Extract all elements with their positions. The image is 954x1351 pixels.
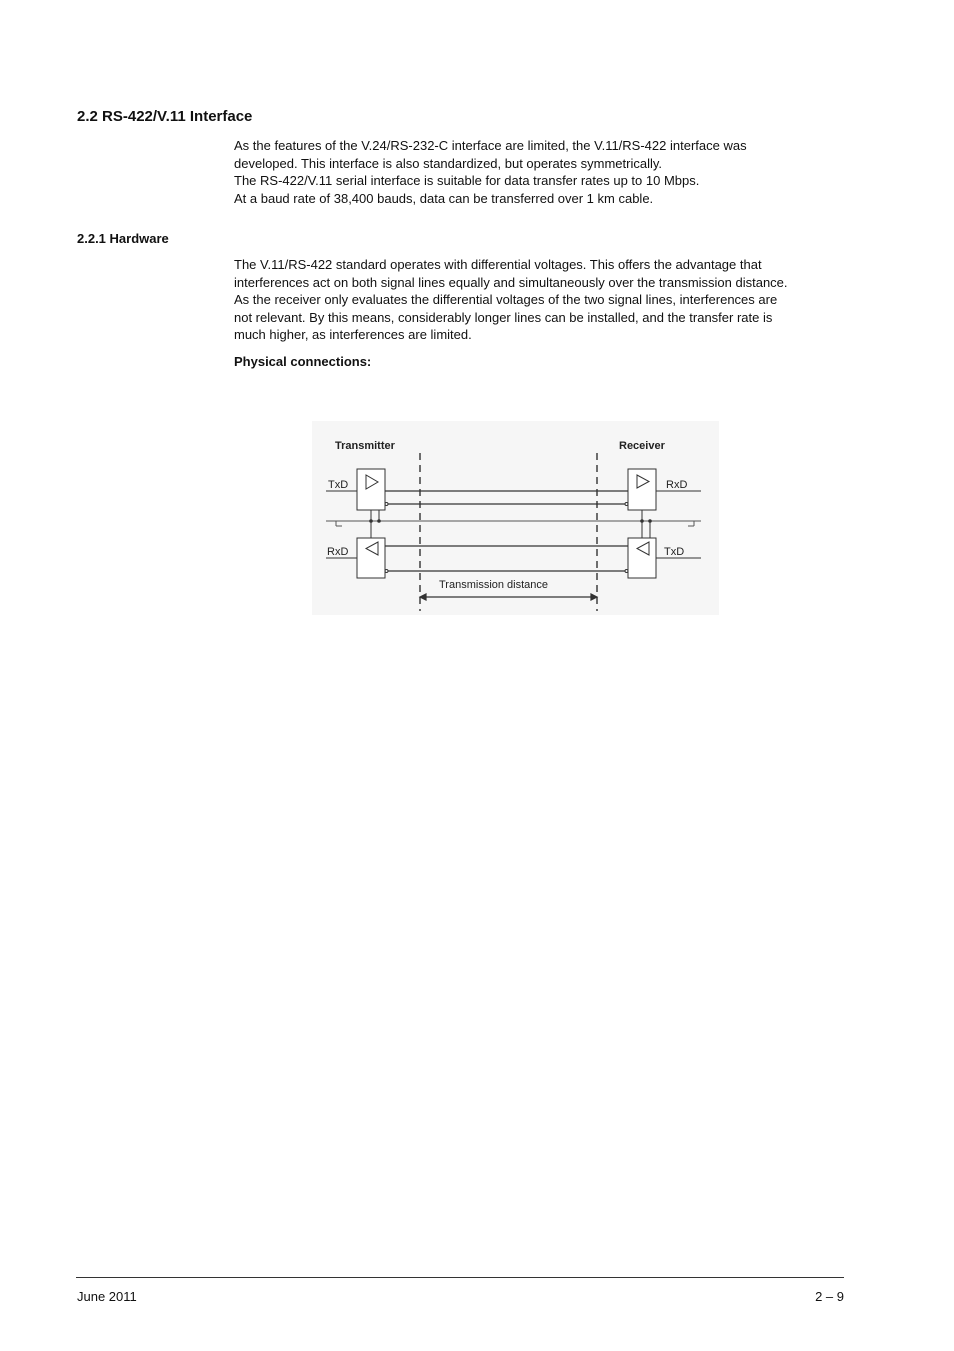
footer-date: June 2011 bbox=[77, 1289, 137, 1304]
intro-line: developed. This interface is also standardized, but operates symmetrically. bbox=[234, 155, 663, 171]
section-heading: 2.2 RS-422/V.11 Interface bbox=[77, 108, 253, 125]
diagram-svg bbox=[312, 421, 719, 615]
rx-driver-box bbox=[628, 538, 656, 578]
hardware-line: interferences act on both signal lines equally and simultaneously over the transmission distance. bbox=[234, 274, 788, 290]
receiver-label: Receiver bbox=[619, 440, 665, 452]
distance-label: Transmission distance bbox=[439, 579, 549, 591]
rx-rxd-label: RxD bbox=[666, 479, 688, 491]
rx-txd-label: TxD bbox=[664, 546, 685, 558]
hardware-line: not relevant. By this means, considerably longer lines can be installed, and the transfer rate is bbox=[234, 309, 773, 325]
rs422-connection-diagram bbox=[312, 421, 719, 615]
intro-line: The RS-422/V.11 serial interface is suitable for data transfer rates up to 10 Mbps. bbox=[234, 173, 700, 189]
intro-line: At a baud rate of 38,400 bauds, data can be transferred over 1 km cable. bbox=[234, 190, 654, 206]
tx-rxd-label: RxD bbox=[327, 546, 349, 558]
hardware-paragraph bbox=[234, 256, 844, 344]
footer-page-number: 2 – 9 bbox=[815, 1289, 844, 1304]
tx-driver-box bbox=[357, 469, 385, 510]
hardware-line: The V.11/RS-422 standard operates with differential voltages. This offers the advantage that bbox=[234, 257, 762, 272]
transmitter-label: Transmitter bbox=[335, 440, 395, 452]
tx-receiver-box bbox=[357, 538, 385, 578]
footer-divider bbox=[76, 1277, 844, 1278]
intro-line: As the features of the V.24/RS-232-C interface are limited, the V.11/RS-422 interface was bbox=[234, 138, 747, 153]
intro-paragraph bbox=[234, 137, 844, 207]
hardware-line: much higher, as interferences are limited. bbox=[234, 327, 472, 343]
subsection-heading: 2.2.1 Hardware bbox=[77, 231, 169, 246]
tx-txd-label: TxD bbox=[328, 479, 349, 491]
physical-connections-label: Physical connections: bbox=[234, 354, 372, 369]
hardware-line: As the receiver only evaluates the differential voltages of the two signal lines, interferences are bbox=[234, 292, 778, 308]
rx-receiver-box bbox=[628, 469, 656, 510]
